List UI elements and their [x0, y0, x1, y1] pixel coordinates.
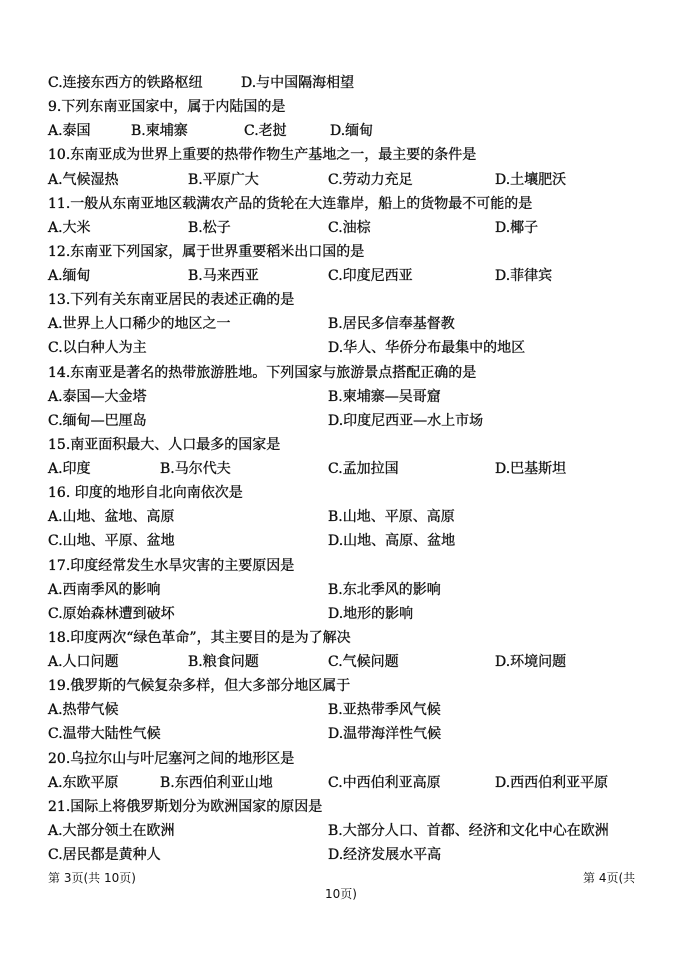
answer-option: B.山地、平原、高原 — [328, 509, 455, 526]
answer-options-row — [48, 457, 648, 481]
answer-option: D.缅甸 — [330, 123, 374, 140]
answer-option: C.印度尼西亚 — [328, 268, 413, 284]
answer-option: A.西南季风的影响 — [48, 581, 161, 598]
answer-option: A.人口问题 — [48, 654, 119, 670]
answer-option: D.印度尼西亚—水上市场 — [328, 412, 484, 429]
answer-option: B.东北季风的影响 — [328, 581, 441, 598]
answer-options-row — [48, 650, 648, 674]
question-stem: 21.国际上将俄罗斯划分为欧洲国家的原因是 — [48, 798, 323, 815]
answer-options-row — [48, 843, 648, 867]
answer-options-row — [48, 602, 648, 626]
answer-option: D.与中国隔海相望 — [241, 75, 355, 91]
answer-option: C.温带大陆性气候 — [48, 726, 161, 743]
answer-option: A.泰国—大金塔 — [48, 388, 147, 405]
footer-page-right: 第 4页(共 — [583, 871, 636, 885]
answer-option: B.东西伯利亚山地 — [160, 774, 273, 791]
answer-options-row — [48, 409, 648, 433]
question-stem: 18.印度两次“绿色革命”，其主要目的是为了解决 — [48, 629, 351, 646]
answer-option: B.马尔代夫 — [160, 461, 231, 477]
answer-options-row — [48, 216, 648, 240]
question-stem: 13.下列有关东南亚居民的表述正确的是 — [48, 292, 295, 309]
question-stem: 19.俄罗斯的气候复杂多样，但大多部分地区属于 — [48, 678, 351, 695]
answer-option: B.粮食问题 — [188, 654, 259, 670]
answer-option: A.气候湿热 — [48, 171, 119, 188]
answer-option: A.世界上人口稀少的地区之一 — [48, 316, 231, 333]
answer-options-row — [48, 529, 648, 553]
answer-option: B.马来西亚 — [188, 268, 259, 284]
answer-option: D.椰子 — [495, 219, 539, 236]
answer-option: B.松子 — [188, 219, 231, 236]
answer-options-row — [48, 385, 648, 409]
question-stem: 17.印度经常发生水旱灾害的主要原因是 — [48, 557, 295, 574]
answer-option: C.居民都是黄种人 — [48, 847, 161, 863]
answer-option: C.孟加拉国 — [328, 461, 399, 477]
question-stem: 11.一般从东南亚地区载满农产品的货轮在大连靠岸，船上的货物最不可能的是 — [48, 195, 533, 212]
answer-option: D.地形的影响 — [328, 605, 414, 622]
answer-option: C.劳动力充足 — [328, 171, 413, 188]
answer-option: D.巴基斯坦 — [495, 461, 567, 477]
answer-option: A.热带气候 — [48, 702, 119, 719]
question-stem: 15.南亚面积最大、人口最多的国家是 — [48, 436, 281, 453]
answer-option: A.山地、盆地、高原 — [48, 509, 175, 526]
answer-option: D.土壤肥沃 — [495, 171, 567, 188]
answer-options-row — [48, 578, 648, 602]
answer-options-row — [48, 819, 648, 843]
answer-option: D.温带海洋性气候 — [328, 726, 442, 743]
question-stem: 14.东南亚是著名的热带旅游胜地。下列国家与旅游景点搭配正确的是 — [48, 364, 477, 381]
answer-options-row — [48, 264, 648, 288]
answer-option: A.印度 — [48, 461, 91, 477]
answer-option: D.菲律宾 — [495, 268, 553, 284]
answer-option: B.柬埔寨 — [131, 123, 188, 140]
answer-option: C.山地、平原、盆地 — [48, 533, 175, 550]
answer-option: B.平原广大 — [188, 171, 259, 188]
answer-option: C.原始森林遭到破坏 — [48, 605, 175, 622]
answer-option: D.经济发展水平高 — [328, 847, 442, 863]
answer-option: C.以白种人为主 — [48, 340, 147, 357]
question-stem: 12.东南亚下列国家，属于世界重要稻米出口国的是 — [48, 243, 365, 260]
answer-options-row — [48, 119, 648, 143]
answer-option: B.亚热带季风气候 — [328, 702, 441, 719]
answer-option: B.柬埔寨—吴哥窟 — [328, 388, 441, 405]
answer-option: C.中西伯利亚高原 — [328, 774, 441, 791]
answer-options-row — [48, 722, 648, 746]
footer-page-left: 第 3页(共 10页) — [48, 871, 136, 885]
question-stem: 20.乌拉尔山与叶尼塞河之间的地形区是 — [48, 750, 295, 767]
answer-options-row — [48, 168, 648, 192]
question-stem: 9.下列东南亚国家中，属于内陆国的是 — [48, 99, 286, 116]
answer-option: D.山地、高原、盆地 — [328, 533, 456, 550]
answer-options-row — [48, 771, 648, 795]
footer-page-center: 10页) — [325, 887, 357, 901]
answer-options-row — [48, 312, 648, 336]
answer-option: A.缅甸 — [48, 268, 91, 284]
answer-option: B.大部分人口、首都、经济和文化中心在欧洲 — [328, 822, 609, 839]
answer-options-row — [48, 505, 648, 529]
answer-option: A.大部分领土在欧洲 — [48, 822, 175, 839]
answer-option: A.泰国 — [48, 123, 91, 140]
answer-option: D.西西伯利亚平原 — [495, 774, 609, 791]
question-stem: 10.东南亚成为世界上重要的热带作物生产基地之一，最主要的条件是 — [48, 147, 477, 164]
answer-option: C.缅甸—巴厘岛 — [48, 412, 147, 429]
answer-option: D.华人、华侨分布最集中的地区 — [328, 340, 526, 357]
answer-option: C.老挝 — [244, 123, 287, 140]
answer-option: D.环境问题 — [495, 654, 567, 670]
answer-option: A.大米 — [48, 219, 91, 236]
answer-options-row — [48, 71, 648, 95]
answer-options-row — [48, 698, 648, 722]
answer-options-row — [48, 336, 648, 360]
answer-option: C.连接东西方的铁路枢纽 — [48, 75, 203, 91]
question-stem: 16. 印度的地形自北向南依次是 — [48, 485, 243, 502]
answer-option: A.东欧平原 — [48, 774, 119, 791]
answer-option: C.油棕 — [328, 219, 371, 236]
answer-option: C.气候问题 — [328, 654, 399, 670]
answer-option: B.居民多信奉基督教 — [328, 316, 455, 333]
